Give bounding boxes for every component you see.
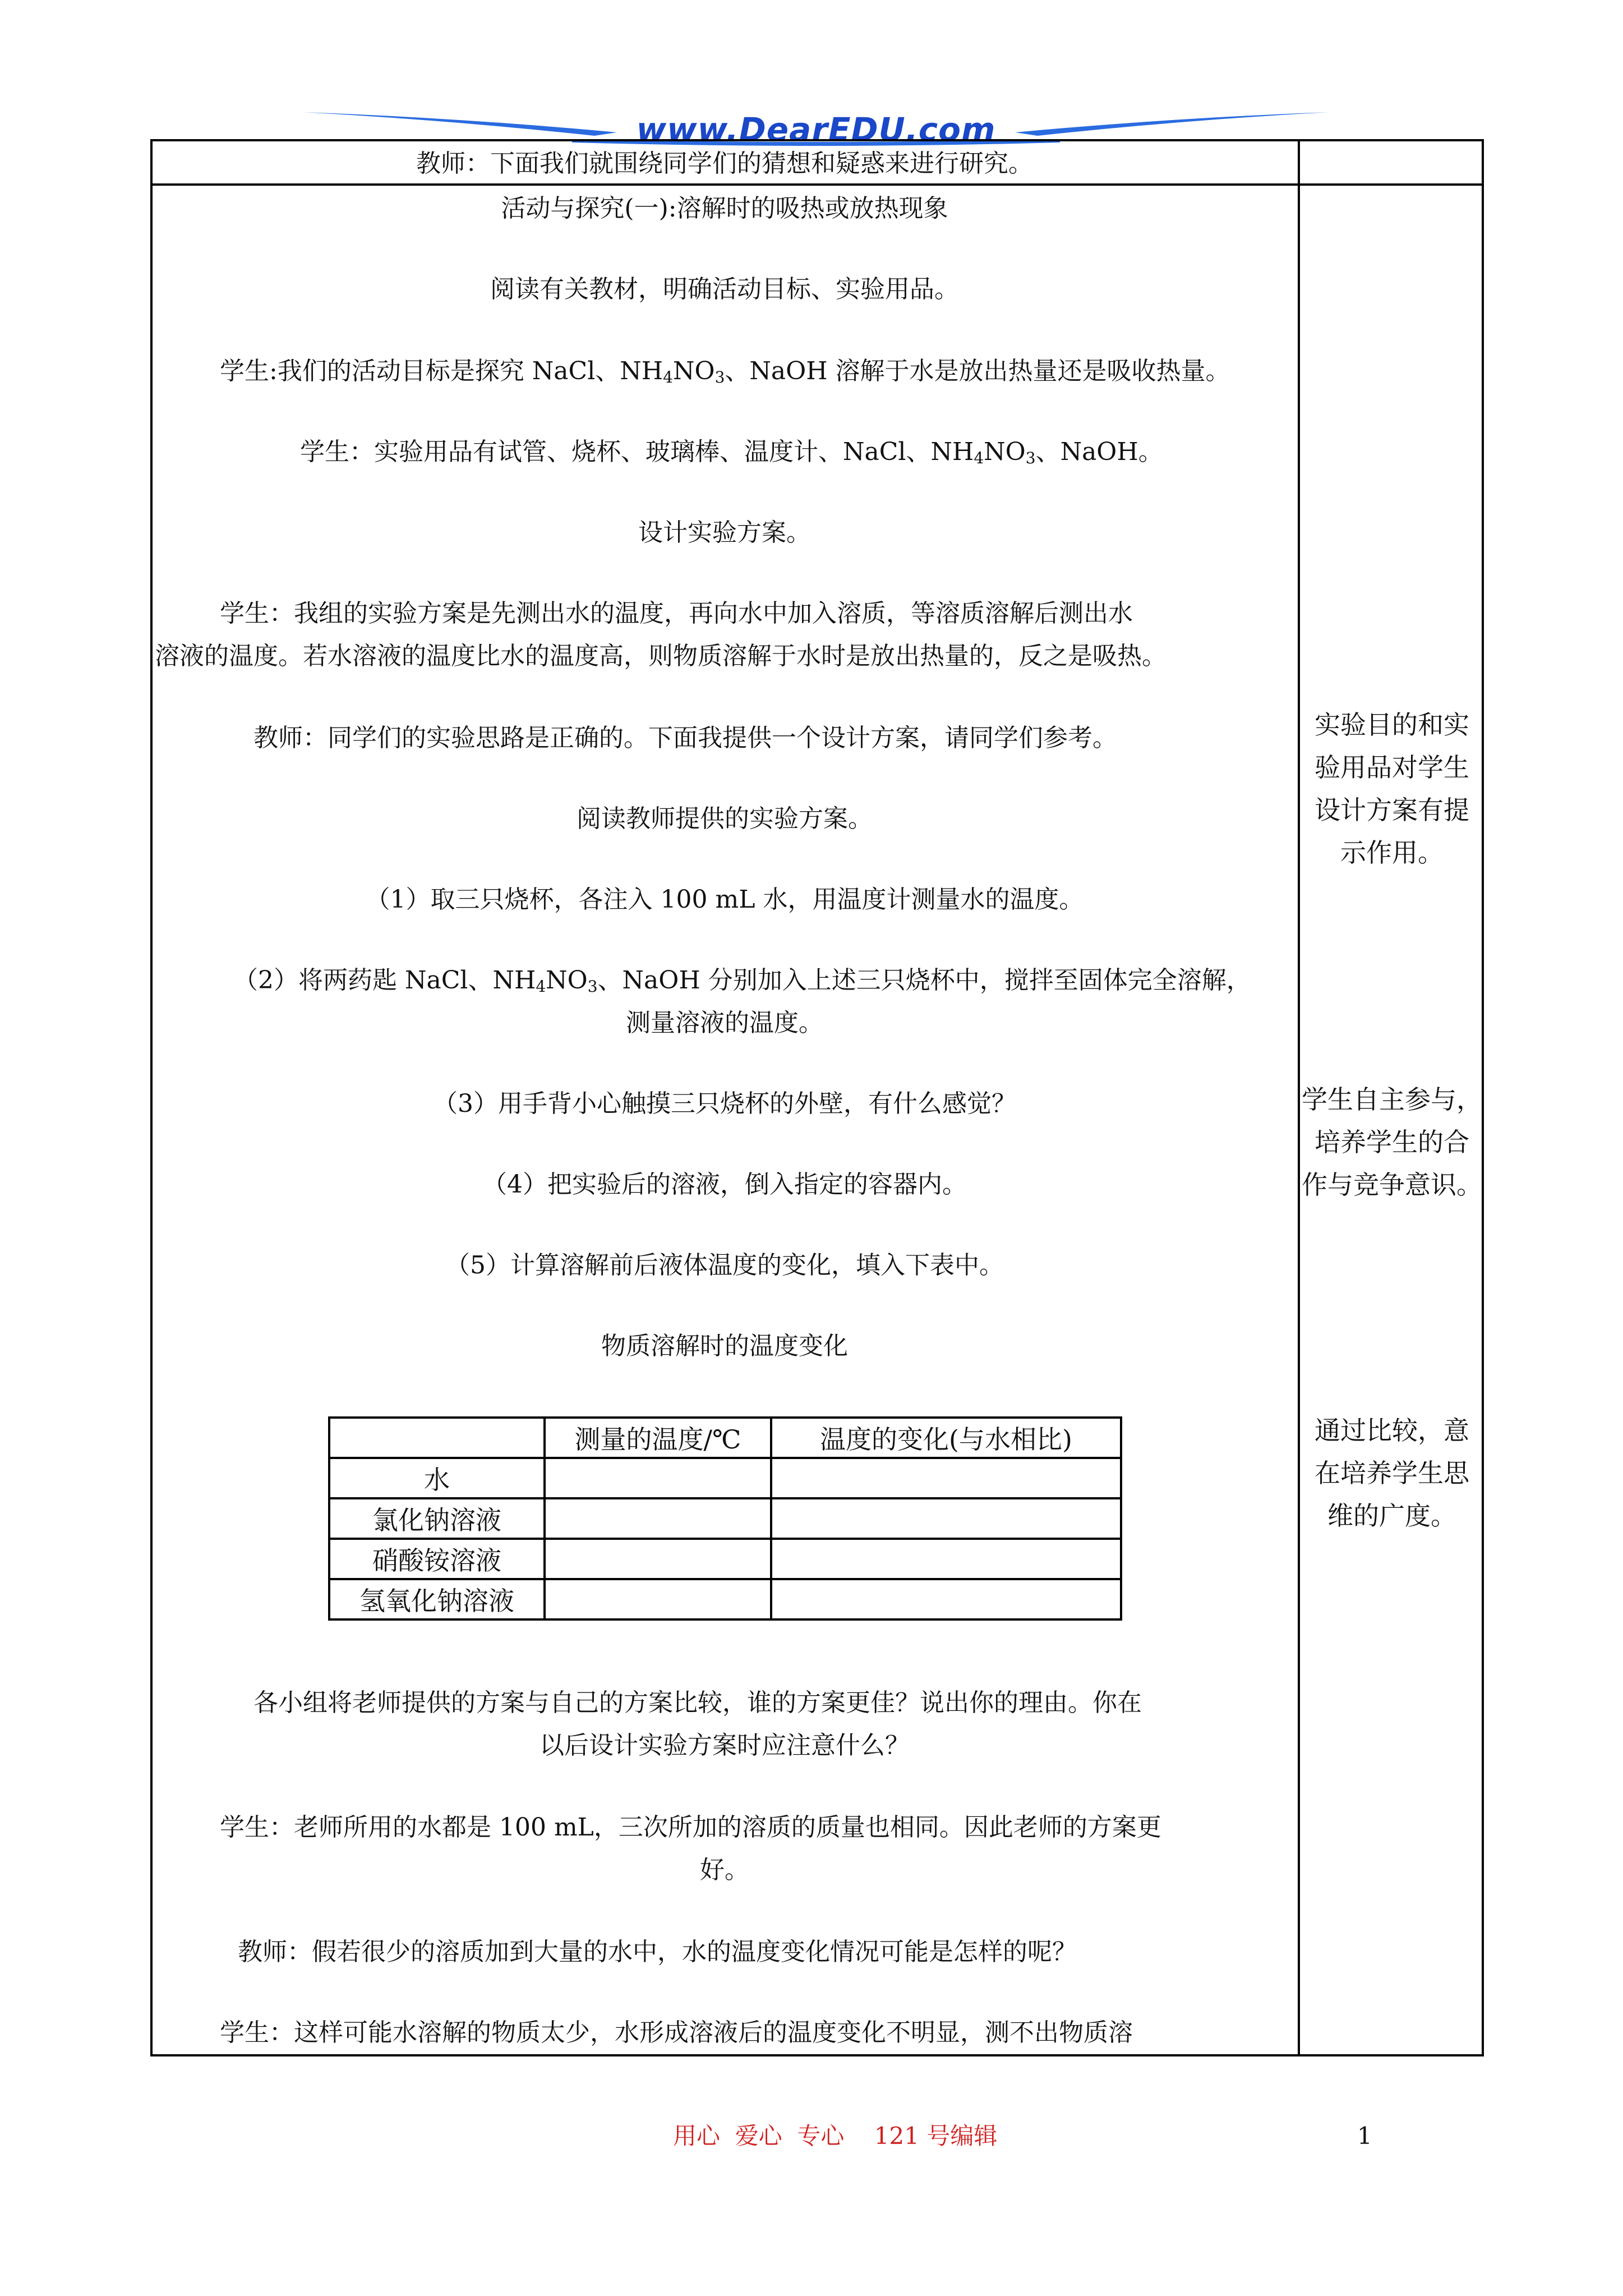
table-row-label: 氯化钠溶液 [329,1498,545,1539]
student-reason-line1: 学生：老师所用的水都是 100 mL，三次所加的溶质的质量也相同。因此老师的方案更 [220,1813,1161,1842]
table-cell [771,1458,1121,1498]
student-items-text: 学生：实验用品有试管、烧杯、玻璃棒、温度计、NaCl、$NH_4NO_3$、NaOH。 [300,438,1163,467]
read-teacher-plan-text: 阅读教师提供的实验方案。 [577,804,873,833]
side-note-3 [1300,1409,1484,1537]
table-row-label: 氢氧化钠溶液 [329,1579,545,1619]
read-materials-text: 阅读有关教材，明确活动目标、实验用品。 [490,275,959,303]
step-2-text: （2）将两药匙 NaCl、$NH_4NO_3$、NaOH 分别加入上述三只烧杯中，搅拌至固体完全溶解， [233,966,1251,996]
table-row [329,1498,1121,1539]
student-plan-line2: 溶液的温度。若水溶液的温度比水的温度高，则物质溶解于水时是放出热量的，反之是吸热。 [155,642,1166,670]
design-plan-text: 设计实验方案。 [638,518,811,547]
side-note-line: 作与竞争意识。 [1302,1170,1482,1200]
table-row [329,1539,1121,1579]
side-note-2 [1300,1078,1484,1206]
compare-line2: 以后设计实验方案时应注意什么？ [540,1731,910,1760]
table-row [329,1418,1121,1458]
logo-text: www.DearEDU.com [636,111,996,149]
table-row [329,1458,1121,1498]
table-cell [545,1498,771,1539]
side-note-line: 实验目的和实 [1315,710,1469,740]
footer-text: 用心 爱心 专心 121 号编辑 [673,2122,998,2150]
student-plan-line1: 学生：我组的实验方案是先测出水的温度，再向水中加入溶质，等溶质溶解后测出水 [220,599,1133,628]
teacher-question-text: 教师：假若很少的溶质加到大量的水中，水的温度变化情况可能是怎样的呢？ [238,1938,1077,1966]
table-header-cell [329,1418,545,1458]
table-header-cell: 温度的变化(与水相比) [771,1418,1121,1458]
side-note-line: 设计方案有提 [1315,795,1469,825]
side-note-line: 维的广度。 [1327,1501,1456,1531]
activity-title: 活动与探究(一):溶解时的吸热或放热现象 [501,194,948,223]
table-cell [771,1498,1121,1539]
temperature-change-table [328,1416,1122,1621]
page-number: 1 [1357,2122,1372,2150]
step-2-line2: 测量溶液的温度。 [626,1009,823,1037]
student-reason-line2: 好。 [700,1856,749,1884]
step-3-text: （3）用手背小心触摸三只烧杯的外壁，有什么感觉？ [433,1089,1016,1118]
side-note-line: 在培养学生思 [1315,1458,1469,1488]
table-title: 物质溶解时的温度变化 [601,1332,848,1360]
table-cell [771,1539,1121,1579]
step-1-text: （1）取三只烧杯，各注入 100 mL 水，用温度计测量水的温度。 [365,885,1084,914]
side-note-line: 示作用。 [1340,838,1444,868]
step-4-text: （4）把实验后的溶液，倒入指定的容器内。 [482,1170,967,1199]
table-row-label: 水 [329,1458,545,1498]
table-cell [545,1579,771,1619]
row-divider [150,183,1484,186]
student-answer-text: 学生：这样可能水溶解的物质太少，水形成溶液后的温度变化不明显，测不出物质溶 [220,2018,1133,2047]
table-cell [545,1539,771,1579]
table-row [329,1579,1121,1619]
teacher-intro-text: 教师：下面我们就围绕同学们的猜想和疑惑来进行研究。 [416,149,1033,178]
table-header-cell: 测量的温度/℃ [545,1418,771,1458]
compare-line1: 各小组将老师提供的方案与自己的方案比较，谁的方案更佳？说出你的理由。你在 [253,1688,1142,1717]
side-note-line: 培养学生的合 [1315,1127,1469,1157]
side-note-line: 验用品对学生 [1315,752,1469,783]
teacher-plan-text: 教师：同学们的实验思路是正确的。下面我提供一个设计方案，请同学们参考。 [253,724,1117,752]
table-cell [771,1579,1121,1619]
table-row-label: 硝酸铵溶液 [329,1539,545,1579]
side-note-line: 学生自主参与， [1302,1084,1482,1115]
step-5-text: （5）计算溶解前后液体温度的变化，填入下表中。 [445,1251,1004,1280]
side-note-1 [1300,703,1484,874]
side-note-line: 通过比较，意 [1315,1415,1469,1446]
table-cell [545,1458,771,1498]
student-goal-text: 学生:我们的活动目标是探究 NaCl、$NH_4NO_3$、NaOH 溶解于水是放出热量还是吸收热量。 [220,357,1230,386]
